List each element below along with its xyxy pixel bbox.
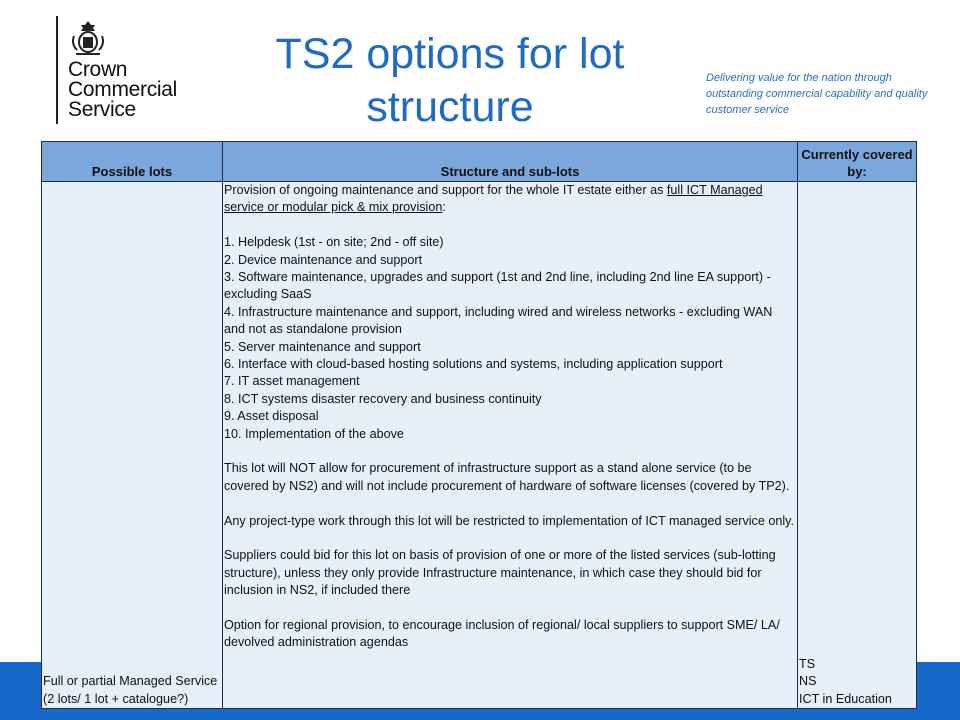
note-paragraph: This lot will NOT allow for procurement of infrastructure support as a stand alone service (to be covered by NS2) and will not include procurement of hardware of software licenses (covered by TP2). [224,461,790,493]
covered-item: NS [799,674,817,689]
list-item: 3. Software maintenance, upgrades and support (1st and 2nd line, including 2nd line EA support) - excluding SaaS [224,270,771,302]
list-item: 9. Asset disposal [224,409,319,424]
list-item: 10. Implementation of the above [224,426,404,441]
covered-by-cell [798,182,917,709]
intro-text: Provision of ongoing maintenance and support for the whole IT estate either as [224,183,667,197]
list-item: 8. ICT systems disaster recovery and business continuity [224,391,542,406]
logo-line: Commercial [68,78,178,101]
table-header-row [42,142,917,182]
header-covered-by: Currently covered by: [798,142,917,182]
lot-structure-table [41,141,917,709]
intro-suffix: : [442,200,446,215]
header-structure: Structure and sub-lots [223,142,798,182]
note-paragraph: Any project-type work through this lot will be restricted to implementation of ICT managed service only. [224,513,795,528]
structure-cell [223,182,798,709]
list-item: 7. IT asset management [224,374,360,389]
note-paragraph: Option for regional provision, to encourage inclusion of regional/ local suppliers to support SME/ LA/ devolved administration agendas [224,618,780,650]
list-item: 6. Interface with cloud-based hosting solutions and systems, including application support [224,357,723,372]
crown-commercial-service-logo [56,14,206,126]
list-item: 1. Helpdesk (1st - on site; 2nd - off site) [224,235,444,250]
table-row [42,182,917,709]
header-possible-lots: Possible lots [42,142,223,182]
tagline: Delivering value for the nation through outstanding commercial capability and quality customer service [706,72,928,116]
lot-name-cell: Full or partial Managed Service (2 lots/ 1 lot + catalogue?) [42,182,223,709]
list-item: 4. Infrastructure maintenance and support, including wired and wireless networks - excluding WAN and not as standalone provision [224,304,773,337]
structure-intro [224,182,796,217]
logo-wordmark [68,60,177,120]
logo-line: Service [68,98,136,121]
list-item: 2. Device maintenance and support [224,252,423,267]
covered-item: TS [799,656,816,671]
covered-item: ICT in Education [799,691,892,706]
list-item: 5. Server maintenance and support [224,339,421,354]
royal-crest-icon [68,18,108,58]
slide-title: TS2 options for lot structure [275,30,625,131]
logo-line: Crown [68,58,128,81]
intro-underlined: full ICT Managed service or modular pick & mix provision [224,183,763,215]
logo-divider [56,16,58,124]
note-paragraph: Suppliers could bid for this lot on basis of provision of one or more of the listed services (sub-lotting structure), unless they only provide Infrastructure maintenance, in which case they should bid for inclusion in NS2, if included there [224,548,776,598]
